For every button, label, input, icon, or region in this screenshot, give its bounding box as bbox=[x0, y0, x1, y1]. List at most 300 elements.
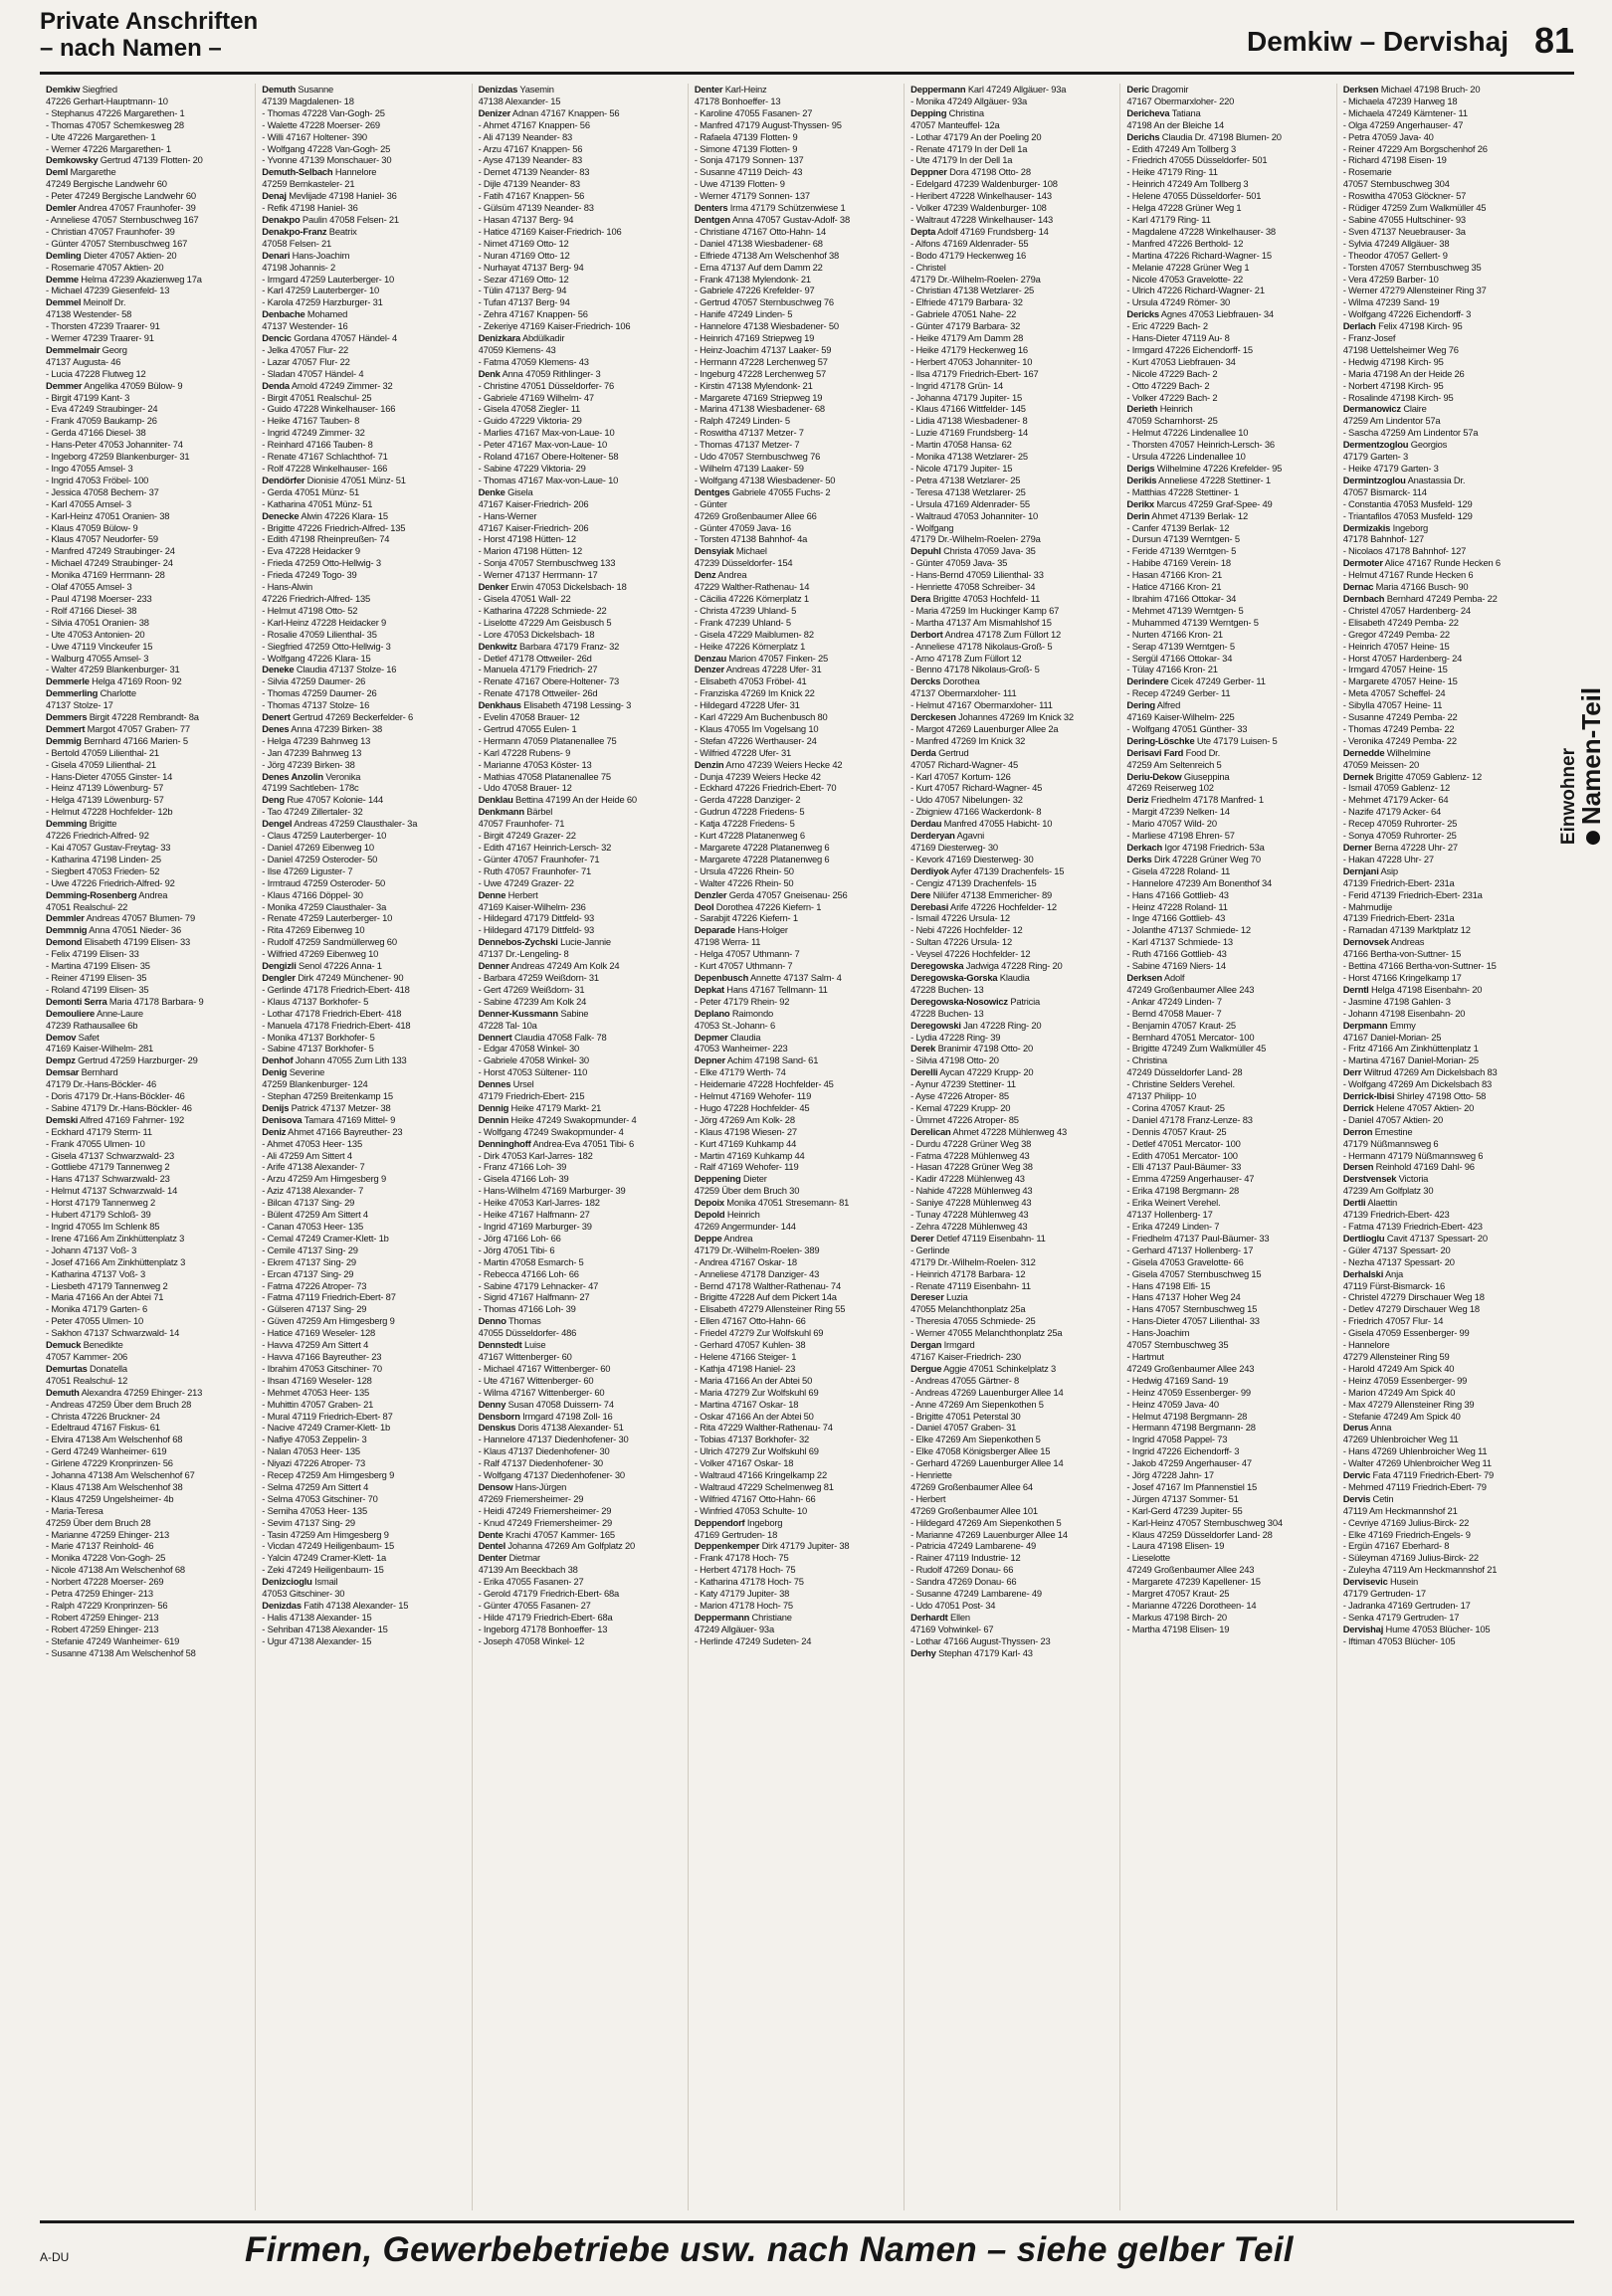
entry-details: - Zeki 47249 Heiligenbaum- 15 bbox=[262, 1564, 384, 1576]
entry-details: - Karoline 47055 Fasanen- 27 bbox=[694, 106, 813, 118]
entry-details: - Melanie 47228 Grüner Weg 1 bbox=[1126, 261, 1250, 273]
directory-entry bbox=[479, 1411, 682, 1423]
entry-details: - Josef 47167 Im Pfannenstiel 15 bbox=[1126, 1480, 1258, 1492]
directory-entry bbox=[910, 936, 1113, 948]
directory-entry bbox=[910, 1032, 1113, 1044]
entry-details: - Thomas 47057 Schemkesweg 28 bbox=[46, 118, 184, 130]
entry-details: - Daniel 47178 Franz-Lenze- 83 bbox=[1126, 1113, 1253, 1125]
entry-details: - Kirstin 47138 Mylendonk- 21 bbox=[694, 379, 813, 391]
directory-entry bbox=[695, 1173, 898, 1185]
entry-details: Andreas 47057 Blumen- 79 bbox=[84, 912, 195, 924]
directory-entry bbox=[1126, 84, 1329, 96]
entry-details: - Franz 47166 Loh- 39 bbox=[478, 1161, 567, 1173]
directory-entry bbox=[46, 344, 249, 356]
entry-details: - Ingo 47055 Amsel- 3 bbox=[46, 463, 133, 474]
directory-entry bbox=[1343, 1517, 1546, 1529]
directory-entry bbox=[46, 936, 249, 948]
entry-details: - Hans-Dieter 47055 Ginster- 14 bbox=[46, 770, 173, 782]
directory-entry bbox=[479, 439, 682, 451]
directory-entry bbox=[479, 865, 682, 877]
directory-entry bbox=[262, 581, 465, 593]
entry-details: - Roland 47199 Elisen- 35 bbox=[46, 983, 149, 995]
entry-details: Claudia 47137 Stolze- 16 bbox=[294, 664, 397, 675]
entry-details: - Dursun 47139 Werntgen- 5 bbox=[1126, 533, 1240, 545]
directory-entry bbox=[1343, 498, 1546, 510]
directory-entry bbox=[479, 830, 682, 842]
directory-entry bbox=[695, 296, 898, 308]
entry-details: Manfred 47055 Habicht- 10 bbox=[941, 818, 1053, 830]
entry-details: Wilhelmine bbox=[1384, 746, 1431, 758]
directory-entry bbox=[479, 238, 682, 250]
directory-entry bbox=[479, 948, 682, 960]
surname: Dermanowicz bbox=[1342, 403, 1401, 415]
entry-details: - Erika 47249 Linden- 7 bbox=[1126, 1221, 1220, 1232]
entry-details: Siegfried bbox=[80, 84, 117, 95]
directory-entry bbox=[910, 1635, 1113, 1647]
directory-entry bbox=[1343, 1635, 1546, 1647]
entry-details: - Sabine 47179 Lehnacker- 47 bbox=[478, 1279, 599, 1291]
surname: Denes bbox=[262, 722, 290, 734]
directory-entry bbox=[479, 1066, 682, 1078]
entry-details: - Jan 47239 Bahnweg 13 bbox=[262, 746, 362, 758]
directory-entry bbox=[1126, 1457, 1329, 1469]
directory-entry bbox=[910, 131, 1113, 143]
entry-details: Dora 47198 Otto- 28 bbox=[946, 166, 1031, 178]
directory-entry bbox=[910, 332, 1113, 344]
surname: Dervisevic bbox=[1342, 1576, 1388, 1588]
directory-entry bbox=[910, 1197, 1113, 1209]
entry-details: - Gabriele 47051 Nahe- 22 bbox=[910, 308, 1017, 320]
directory-entry bbox=[695, 1315, 898, 1327]
entry-details: 47139 Magdalenen- 18 bbox=[262, 95, 354, 106]
entry-details: - Hans 47198 Elfi- 15 bbox=[1126, 1279, 1211, 1291]
directory-entry bbox=[1343, 238, 1546, 250]
entry-details: - Kurt 47057 Uthmann- 7 bbox=[694, 960, 793, 972]
surname: Demouliere bbox=[46, 1007, 96, 1019]
directory-entry bbox=[1126, 166, 1329, 178]
directory-entry bbox=[1126, 1126, 1329, 1138]
surname: Derksen bbox=[1126, 971, 1163, 983]
surname: Derron bbox=[1342, 1125, 1373, 1137]
directory-entry bbox=[910, 1291, 1113, 1303]
directory-entry bbox=[695, 1126, 898, 1138]
entry-details: 47137 Philipp- 10 bbox=[1126, 1090, 1196, 1102]
entry-details: 47167 Wittenberger- 60 bbox=[478, 1350, 572, 1362]
entry-details: - Ercan 47137 Sing- 29 bbox=[262, 1267, 354, 1279]
surname: Dertli bbox=[1342, 1197, 1366, 1209]
directory-entry bbox=[695, 865, 898, 877]
entry-details: - Rosemarie 47057 Aktien- 20 bbox=[46, 261, 164, 273]
directory-entry bbox=[479, 1150, 682, 1162]
entry-details: Wiltrud 47269 Am Dickelsbach 83 bbox=[1361, 1066, 1498, 1078]
entry-details: - Daniel 47269 Eibenweg 10 bbox=[262, 842, 374, 853]
directory-entry bbox=[479, 629, 682, 641]
directory-entry bbox=[910, 687, 1113, 699]
directory-entry bbox=[1126, 1588, 1329, 1600]
directory-entry bbox=[1343, 936, 1546, 948]
entry-details: - Frank 47055 Ulmen- 10 bbox=[46, 1137, 145, 1149]
entry-details: - Thomas 47167 Max-von-Laue- 10 bbox=[478, 474, 619, 485]
directory-entry bbox=[262, 486, 465, 498]
entry-details: Asip bbox=[1378, 864, 1398, 876]
entry-details: Tamara 47169 Mittel- 9 bbox=[302, 1113, 396, 1125]
directory-entry bbox=[479, 1126, 682, 1138]
directory-entry bbox=[1126, 1066, 1329, 1078]
directory-entry bbox=[262, 522, 465, 534]
directory-entry bbox=[1343, 972, 1546, 984]
entry-details: - Heinz 47139 Löwenburg- 57 bbox=[46, 782, 164, 794]
directory-entry bbox=[1126, 1173, 1329, 1185]
entry-details: Meinolf Dr. bbox=[81, 296, 126, 308]
entry-details: - Heinz 47059 Essenberger- 99 bbox=[1342, 1374, 1468, 1386]
entry-details: - Gregor 47249 Pemba- 22 bbox=[1342, 628, 1450, 640]
entry-details: - Volker 47229 Bach- 2 bbox=[1126, 391, 1218, 403]
directory-entry bbox=[46, 463, 249, 475]
entry-details: - Udo 47057 Nibelungen- 32 bbox=[910, 794, 1023, 806]
directory-entry bbox=[262, 262, 465, 274]
entry-details: Ayfer 47139 Drachenfels- 15 bbox=[948, 864, 1065, 876]
entry-details: - Anneliese 47057 Sternbuschweg 167 bbox=[46, 213, 199, 225]
entry-details: - Uwe 47249 Grazer- 22 bbox=[478, 876, 574, 888]
directory-entry bbox=[695, 1303, 898, 1315]
directory-entry bbox=[1343, 629, 1546, 641]
surname: Derks bbox=[1126, 853, 1152, 864]
directory-entry bbox=[262, 498, 465, 510]
entry-details: - Waltraud 47229 Schelmenweg 81 bbox=[694, 1480, 834, 1492]
entry-details: 47137 Stolze- 17 bbox=[46, 699, 113, 711]
directory-entry bbox=[695, 356, 898, 368]
entry-details: - Werner 47226 Margarethen- 1 bbox=[46, 142, 171, 154]
directory-entry bbox=[46, 771, 249, 783]
directory-entry bbox=[695, 924, 898, 936]
entry-details: - Martin 47058 Esmarch- 5 bbox=[478, 1255, 584, 1267]
directory-entry bbox=[910, 759, 1113, 771]
directory-entry bbox=[695, 747, 898, 759]
directory-entry bbox=[1343, 557, 1546, 569]
surname: Deppening bbox=[694, 1173, 741, 1185]
directory-entry bbox=[479, 818, 682, 830]
surname: Denter bbox=[478, 1552, 507, 1564]
directory-entry bbox=[1343, 296, 1546, 308]
directory-entry bbox=[46, 285, 249, 296]
entry-details: - Zekeriye 47169 Kaiser-Friedrich- 106 bbox=[478, 320, 631, 332]
entry-details: - Frank 47178 Hoch- 75 bbox=[694, 1552, 789, 1564]
surname: Demkiw bbox=[46, 84, 81, 95]
side-tab bbox=[1558, 637, 1606, 895]
surname: Dernjani bbox=[1342, 864, 1379, 876]
entry-details: - Guido 47228 Winkelhauser- 166 bbox=[262, 403, 396, 415]
entry-details: - Mehmet 47053 Heer- 135 bbox=[262, 1386, 370, 1398]
entry-details: - Wolfgang 47249 Swakopmunder- 4 bbox=[478, 1125, 624, 1137]
entry-details: - Werner 47055 Melanchthonplatz 25a bbox=[910, 1327, 1063, 1339]
directory-entry bbox=[46, 818, 249, 830]
directory-entry bbox=[262, 675, 465, 687]
entry-details: - Hans-Dieter 47119 Au- 8 bbox=[1126, 332, 1230, 344]
directory-entry bbox=[1126, 1411, 1329, 1423]
directory-entry bbox=[1343, 392, 1546, 404]
directory-entry bbox=[910, 1363, 1113, 1375]
entry-details: - Elke 47269 Am Siepenkothen 5 bbox=[910, 1434, 1041, 1445]
directory-entry bbox=[479, 605, 682, 617]
directory-entry bbox=[46, 238, 249, 250]
entry-details: Klaudia bbox=[997, 971, 1030, 983]
directory-entry bbox=[910, 1161, 1113, 1173]
entry-details: - Sabine 47179 Dr.-Hans-Böckler- 46 bbox=[46, 1101, 192, 1113]
entry-details: Krachi 47057 Kammer- 165 bbox=[503, 1528, 615, 1540]
directory-entry bbox=[479, 143, 682, 155]
directory-entry bbox=[479, 1020, 682, 1032]
surname: Derlach bbox=[1342, 320, 1376, 332]
entry-details: Gertrud bbox=[935, 746, 969, 758]
directory-entry bbox=[695, 214, 898, 226]
entry-details: - Edeltraud 47167 Fiskus- 61 bbox=[46, 1422, 160, 1434]
directory-entry bbox=[695, 143, 898, 155]
entry-details: - Christian 47057 Fraunhofer- 39 bbox=[46, 225, 175, 237]
directory-entry bbox=[46, 1647, 249, 1659]
directory-entry bbox=[910, 498, 1113, 510]
entry-details: - Sarabjit 47226 Kiefern- 1 bbox=[694, 912, 798, 924]
directory-entry bbox=[1126, 901, 1329, 913]
entry-details: - Petra 47059 Java- 40 bbox=[1342, 130, 1434, 142]
entry-details: - Karl 47179 Ring- 11 bbox=[1126, 213, 1211, 225]
directory-entry bbox=[910, 1327, 1113, 1339]
entry-details: Ahmet 47139 Berlak- 12 bbox=[1149, 509, 1248, 521]
surname: Dengler bbox=[262, 971, 296, 983]
directory-entry bbox=[479, 1138, 682, 1150]
entry-details: - Hans 47269 Uhlenbroicher Weg 11 bbox=[1342, 1445, 1488, 1457]
entry-details: Food Dr. bbox=[1183, 746, 1220, 758]
directory-entry bbox=[1343, 1256, 1546, 1268]
surname: Demonti Serra bbox=[46, 995, 107, 1007]
directory-entry bbox=[1126, 285, 1329, 296]
entry-details: 47249 Großenbaumer Allee 243 bbox=[1126, 983, 1255, 995]
directory-entry bbox=[1126, 392, 1329, 404]
entry-details: 47053 Wanheimer- 223 bbox=[694, 1043, 788, 1054]
entry-details: - Susanne 47249 Pemba- 22 bbox=[1342, 711, 1458, 723]
entry-details: 47178 Bonhoeffer- 13 bbox=[694, 95, 781, 106]
entry-details: Paulin 47058 Felsen- 21 bbox=[300, 213, 399, 225]
entry-details: Victoria bbox=[1396, 1173, 1429, 1185]
entry-details: - Ugur 47138 Alexander- 15 bbox=[262, 1634, 372, 1646]
directory-entry bbox=[46, 274, 249, 286]
directory-entry bbox=[1343, 1327, 1546, 1339]
directory-entry bbox=[695, 912, 898, 924]
directory-entry bbox=[262, 415, 465, 427]
entry-details: 47057 Sternbuschweg 35 bbox=[1126, 1339, 1229, 1351]
surname: Derikis bbox=[1126, 474, 1157, 485]
directory-entry bbox=[1343, 166, 1546, 178]
directory-entry bbox=[46, 581, 249, 593]
directory-entry bbox=[910, 711, 1113, 723]
directory-entry bbox=[46, 545, 249, 557]
directory-entry bbox=[1126, 274, 1329, 286]
directory-entry bbox=[262, 1339, 465, 1351]
surname: Demmerle bbox=[46, 675, 90, 687]
entry-details: - Jasmine 47198 Gahlen- 3 bbox=[1342, 995, 1451, 1007]
directory-entry bbox=[1343, 1411, 1546, 1423]
directory-entry bbox=[479, 1588, 682, 1600]
entry-details: - Ali 47139 Neander- 83 bbox=[478, 130, 572, 142]
entry-details: - Jadranka 47169 Gertruden- 17 bbox=[1342, 1600, 1471, 1611]
entry-details: - Werner 47239 Traarer- 91 bbox=[46, 332, 154, 344]
directory-entry bbox=[1343, 1032, 1546, 1044]
entry-details: Irmgard 47198 Zoll- 16 bbox=[519, 1410, 613, 1422]
entry-details: Dieter 47057 Aktien- 20 bbox=[81, 249, 177, 261]
entry-details: - Heinrich 47178 Barbara- 12 bbox=[910, 1267, 1026, 1279]
directory-entry bbox=[46, 296, 249, 308]
directory-entry bbox=[46, 1032, 249, 1044]
entry-details: - Maria 47166 An der Abtei 50 bbox=[694, 1374, 813, 1386]
directory-entry bbox=[695, 617, 898, 629]
surname: Denakpo bbox=[262, 213, 301, 225]
directory-entry bbox=[262, 356, 465, 368]
entry-details: Cavit 47137 Spessart- 20 bbox=[1384, 1232, 1488, 1244]
directory-entry bbox=[262, 972, 465, 984]
directory-entry bbox=[262, 593, 465, 605]
entry-details: - Ahmet 47053 Heer- 135 bbox=[262, 1137, 362, 1149]
surname: Dernovsek bbox=[1342, 936, 1389, 948]
directory-entry bbox=[262, 1375, 465, 1387]
directory-entry bbox=[1126, 1102, 1329, 1114]
directory-entry bbox=[1343, 1090, 1546, 1102]
entry-details: - Uwe 47119 Vinckeufer 15 bbox=[46, 640, 153, 652]
entry-details: - Kathja 47198 Haniel- 23 bbox=[694, 1362, 796, 1374]
directory-entry bbox=[46, 119, 249, 131]
entry-details: - Eva 47249 Straubinger- 24 bbox=[46, 403, 158, 415]
directory-entry bbox=[46, 1043, 249, 1054]
entry-details: - Hannelore 47138 Wiesbadener- 50 bbox=[694, 320, 839, 332]
entry-details: - Nahide 47228 Mühlenweg 43 bbox=[910, 1185, 1033, 1197]
entry-details: 47167 Kaiser-Friedrich- 206 bbox=[478, 521, 589, 533]
entry-details: - Frieda 47259 Otto-Hellwig- 3 bbox=[262, 557, 381, 569]
entry-details: - Manuela 47178 Friedrich-Ebert- 418 bbox=[262, 1019, 411, 1031]
directory-entry bbox=[1343, 1529, 1546, 1541]
entry-details: - Marie 47137 Reinhold- 46 bbox=[46, 1540, 154, 1552]
entry-details: - Walette 47228 Moerser- 269 bbox=[262, 118, 380, 130]
entry-details: - Monika 47138 Wetzlarer- 25 bbox=[910, 451, 1028, 463]
directory-entry bbox=[1126, 1481, 1329, 1493]
surname: Denari bbox=[262, 249, 291, 261]
entry-details: - Marianne 47226 Dorotheen- 14 bbox=[1126, 1600, 1257, 1611]
entry-details: Donatella bbox=[87, 1362, 127, 1374]
directory-entry bbox=[46, 1612, 249, 1624]
surname: Dergan bbox=[910, 1339, 942, 1351]
directory-entry bbox=[479, 486, 682, 498]
surname: Demmig bbox=[46, 734, 82, 746]
directory-entry bbox=[479, 1078, 682, 1090]
directory-entry bbox=[910, 948, 1113, 960]
entry-details: - Sezar 47169 Otto- 12 bbox=[478, 273, 569, 285]
directory-entry bbox=[479, 1540, 682, 1552]
entry-details: - Cengiz 47139 Drachenfels- 15 bbox=[910, 876, 1037, 888]
directory-entry bbox=[1126, 936, 1329, 948]
entry-details: - Selma 47053 Gitschiner- 70 bbox=[262, 1492, 378, 1504]
entry-details: 47249 Düsseldorfer Land- 28 bbox=[1126, 1066, 1243, 1078]
entry-details: 47269 Reiserweg 102 bbox=[1126, 782, 1214, 794]
directory-column bbox=[40, 84, 255, 2210]
directory-entry bbox=[46, 1517, 249, 1529]
surname: Denhof bbox=[262, 1054, 294, 1066]
entry-details: Hans-Jürgen bbox=[512, 1480, 567, 1492]
directory-entry bbox=[262, 806, 465, 818]
directory-entry bbox=[46, 1114, 249, 1126]
directory-entry bbox=[695, 1221, 898, 1233]
directory-entry bbox=[46, 605, 249, 617]
directory-entry bbox=[695, 154, 898, 166]
entry-details: - Katharina 47198 Linden- 25 bbox=[46, 853, 161, 864]
directory-entry bbox=[479, 1008, 682, 1020]
entry-details: 47051 Realschul- 12 bbox=[46, 1374, 128, 1386]
entry-details: - Sibylla 47057 Heine- 11 bbox=[1342, 699, 1443, 711]
directory-entry bbox=[1343, 664, 1546, 675]
entry-details: - Daniel 47259 Osteroder- 50 bbox=[262, 853, 378, 864]
entry-details: - Güven 47259 Am Himgesberg 9 bbox=[262, 1315, 395, 1327]
entry-details: - Herbert bbox=[910, 1492, 946, 1504]
entry-details: - Rebecca 47166 Loh- 66 bbox=[478, 1267, 579, 1279]
directory-entry bbox=[695, 675, 898, 687]
entry-details: Luise bbox=[521, 1339, 546, 1351]
directory-entry bbox=[1126, 439, 1329, 451]
entry-details: Helga 47198 Eisenbahn- 20 bbox=[1368, 983, 1483, 995]
entry-details: - Karola 47259 Harzburger- 31 bbox=[262, 296, 383, 308]
entry-details: - Saniye 47228 Mühlenweg 43 bbox=[910, 1197, 1032, 1209]
directory-entry bbox=[1343, 380, 1546, 392]
directory-entry bbox=[262, 1564, 465, 1576]
directory-entry bbox=[262, 830, 465, 842]
entry-details: - Vera 47259 Barber- 10 bbox=[1342, 273, 1439, 285]
entry-details: - Walburg 47055 Amsel- 3 bbox=[46, 652, 149, 664]
entry-details: - Nezha 47137 Spessart- 20 bbox=[1342, 1255, 1455, 1267]
entry-details: - Hans-Alwin bbox=[262, 581, 313, 593]
entry-details: - Sladan 47057 Händel- 4 bbox=[262, 367, 364, 379]
directory-entry bbox=[46, 1185, 249, 1197]
directory-entry bbox=[910, 1244, 1113, 1256]
directory-entry bbox=[1126, 593, 1329, 605]
directory-entry bbox=[910, 818, 1113, 830]
entry-details: - Helmut 47228 Hochfelder- 12b bbox=[46, 806, 173, 818]
entry-details: - Sergül 47166 Ottokar- 34 bbox=[1126, 652, 1233, 664]
entry-details: 47228 Buchen- 13 bbox=[910, 983, 984, 995]
directory-entry bbox=[1126, 912, 1329, 924]
surname: Derelican bbox=[910, 1125, 951, 1137]
entry-details: Herbert bbox=[505, 888, 538, 900]
directory-entry bbox=[46, 1268, 249, 1280]
entry-details: Claire bbox=[1400, 403, 1427, 415]
surname: Dericks bbox=[1126, 308, 1159, 320]
entry-details: - Ingrid 47249 Zimmer- 32 bbox=[262, 427, 365, 439]
surname: Derstvensek bbox=[1342, 1173, 1397, 1185]
entry-details: - Katharina 47178 Hoch- 75 bbox=[694, 1576, 804, 1588]
surname: Dericheva bbox=[1126, 106, 1170, 118]
directory-entry bbox=[46, 403, 249, 415]
entry-details: - Heinz 47059 Essenberger- 99 bbox=[1126, 1386, 1251, 1398]
entry-details: Igor 47198 Friedrich- 53a bbox=[1162, 842, 1265, 853]
entry-details: Mevlijade 47198 Haniel- 36 bbox=[286, 190, 397, 202]
directory-entry bbox=[46, 320, 249, 332]
entry-details: - Inge 47166 Gottlieb- 43 bbox=[1126, 912, 1226, 924]
directory-entry bbox=[46, 1173, 249, 1185]
entry-details: - Tao 47249 Zillertaler- 32 bbox=[262, 806, 363, 818]
directory-entry bbox=[479, 1422, 682, 1434]
entry-details: 47137 Hollenberg- 17 bbox=[1126, 1209, 1213, 1221]
entry-details: 47179 Dr.-Wilhelm-Roelen- 312 bbox=[910, 1255, 1036, 1267]
directory-entry bbox=[262, 1126, 465, 1138]
entry-details: - Theodor 47057 Gellert- 9 bbox=[1342, 249, 1448, 261]
entry-details: Helma 47239 Akazienweg 17a bbox=[78, 273, 202, 285]
entry-details: Anna 47051 Nieder- 36 bbox=[87, 924, 181, 936]
entry-details: Dirk 47228 Grüner Weg 70 bbox=[1151, 853, 1261, 864]
entry-details: - Christina bbox=[1126, 1054, 1167, 1066]
